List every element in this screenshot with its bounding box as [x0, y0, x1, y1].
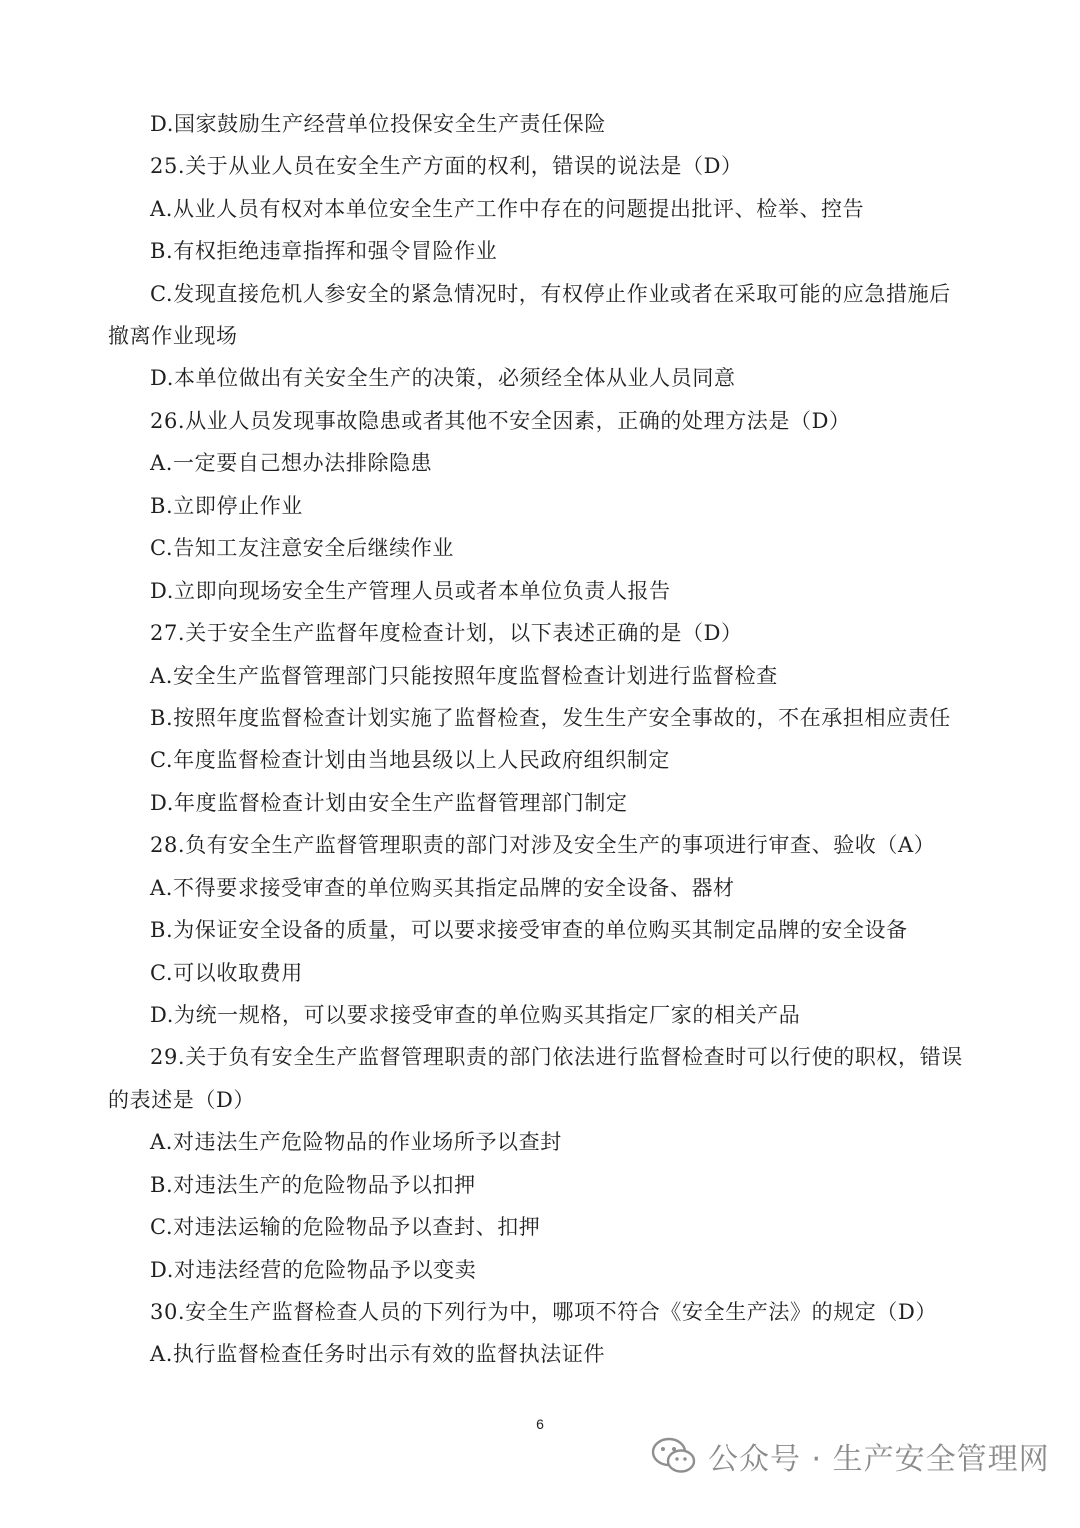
text-line: B.有权拒绝违章指挥和强令冒险作业: [150, 239, 498, 263]
text-line: B.对违法生产的危险物品予以扣押: [150, 1173, 476, 1197]
question-25: 25.关于从业人员在安全生产方面的权利，错误的说法是（D）: [150, 154, 743, 178]
text-line: D.本单位做出有关安全生产的决策，必须经全体从业人员同意: [150, 366, 736, 390]
text-line: A.一定要自己想办法排除隐患: [150, 451, 433, 475]
text-line: C.对违法运输的危险物品予以查封、扣押: [150, 1215, 541, 1239]
text-line: A.执行监督检查任务时出示有效的监督执法证件: [150, 1342, 606, 1366]
watermark-text: 公众号 · 生产安全管理网: [708, 1442, 1050, 1477]
question-29: 29.关于负有安全生产监督管理职责的部门依法进行监督检查时可以行使的职权，错误: [150, 1045, 963, 1069]
text-line: D.为统一规格，可以要求接受审查的单位购买其指定厂家的相关产品: [150, 1003, 801, 1027]
text-line: B.立即停止作业: [150, 494, 303, 518]
wechat-icon: [650, 1436, 698, 1476]
text-line: B.按照年度监督检查计划实施了监督检查，发生生产安全事故的，不在承担相应责任: [150, 706, 951, 730]
text-line: B.为保证安全设备的质量，可以要求接受审查的单位购买其制定品牌的安全设备: [150, 918, 908, 942]
text-line: D.对违法经营的危险物品予以变卖: [150, 1258, 477, 1282]
watermark: [650, 1428, 1050, 1484]
text-line: D.国家鼓励生产经营单位投保安全生产责任保险: [150, 112, 606, 136]
text-line: D.年度监督检查计划由安全生产监督管理部门制定: [150, 791, 628, 815]
text-line: A.对违法生产危险物品的作业场所予以查封: [150, 1130, 562, 1154]
question-30: 30.安全生产监督检查人员的下列行为中，哪项不符合《安全生产法》的规定（D）: [150, 1300, 938, 1324]
text-line: C.告知工友注意安全后继续作业: [150, 536, 454, 560]
text-line: D.立即向现场安全生产管理人员或者本单位负责人报告: [150, 579, 671, 603]
text-line: C.可以收取费用: [150, 961, 303, 985]
question-27: 27.关于安全生产监督年度检查计划，以下表述正确的是（D）: [150, 621, 743, 645]
text-line: A.安全生产监督管理部门只能按照年度监督检查计划进行监督检查: [150, 664, 778, 688]
text-line: A.从业人员有权对本单位安全生产工作中存在的问题提出批评、检举、控告: [150, 197, 865, 221]
text-line: A.不得要求接受审查的单位购买其指定品牌的安全设备、器材: [150, 876, 735, 900]
question-26: 26.从业人员发现事故隐患或者其他不安全因素，正确的处理方法是（D）: [150, 409, 851, 433]
text-line: C.发现直接危机人参安全的紧急情况时，有权停止作业或者在采取可能的应急措施后: [150, 282, 951, 306]
text-line: 撤离作业现场: [108, 324, 238, 348]
question-28: 28.负有安全生产监督管理职责的部门对涉及安全生产的事项进行审查、验收（A）: [150, 833, 936, 857]
text-line: C.年度监督检查计划由当地县级以上人民政府组织制定: [150, 748, 670, 772]
text-line: 的表述是（D）: [108, 1088, 256, 1112]
page-number: 6: [536, 1416, 544, 1432]
